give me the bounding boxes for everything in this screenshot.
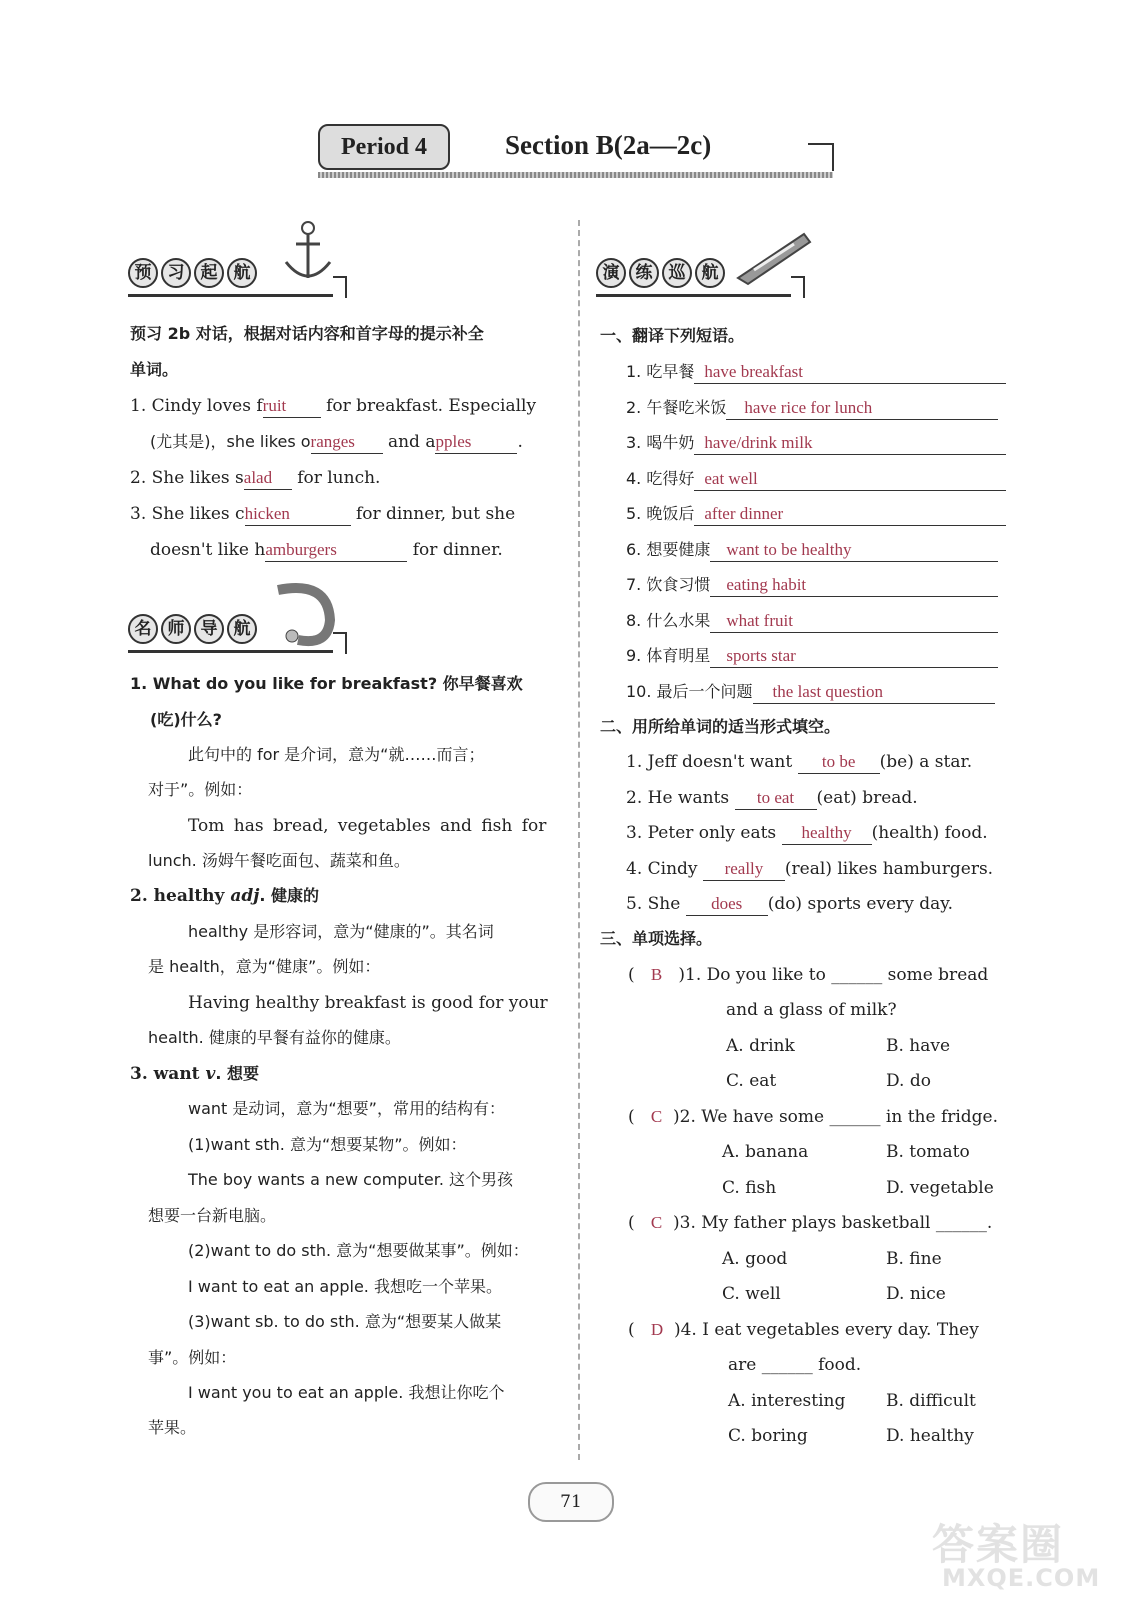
- mc-question: ( D )4. I eat vegetables every day. They: [628, 1320, 979, 1340]
- page-number: 71: [528, 1482, 614, 1522]
- answer-blank: ruit: [263, 396, 321, 418]
- answer-blank: have rice for lunch: [726, 398, 998, 420]
- note-example: 苹果。: [148, 1418, 197, 1437]
- mc-answer: B: [650, 965, 663, 984]
- note-example: I want you to eat an apple. 我想让你吃个: [188, 1383, 505, 1402]
- fill-item: 5. She does (do) sports every day.: [626, 894, 954, 914]
- watermark-logo: 答案圈: [932, 1520, 1065, 1569]
- mc-option: D. vegetable: [886, 1178, 994, 1198]
- q-text: 1. Cindy loves f: [130, 396, 263, 416]
- mc-answer: D: [650, 1320, 664, 1339]
- mc-option: C. boring: [728, 1426, 808, 1446]
- answer-blank: really: [703, 859, 785, 881]
- banner-underline: [596, 294, 791, 297]
- mc-answer: C: [650, 1213, 663, 1232]
- note-example: Having healthy breakfast is good for your: [188, 993, 548, 1013]
- note-text: 事”。例如：: [148, 1348, 237, 1367]
- phrase-item: 6. 想要健康 want to be healthy: [626, 538, 998, 562]
- answer-blank: want to be healthy: [710, 540, 998, 562]
- banner-char: 预: [128, 258, 158, 288]
- phrase-item: 10. 最后一个问题 the last question: [626, 680, 995, 704]
- mc-option: C. fish: [722, 1178, 777, 1198]
- preview-q3-cont: [150, 538, 503, 562]
- note-text: 是 health，意为“健康”。例如：: [148, 957, 381, 976]
- mc-option: A. good: [722, 1249, 788, 1269]
- q-text: 2. She likes s: [130, 468, 244, 488]
- phrase-item: 8. 什么水果 what fruit: [626, 609, 998, 633]
- phrase-item: 7. 饮食习惯 eating habit: [626, 573, 998, 597]
- q-text: doesn't like h: [150, 540, 266, 560]
- part1-title: 一、翻译下列短语。: [600, 326, 745, 345]
- phrase-item: 2. 午餐吃米饭 have rice for lunch: [626, 396, 998, 420]
- answer-blank: have breakfast: [694, 362, 1006, 384]
- phrase-item: 4. 吃得好 eat well: [626, 467, 1006, 491]
- preview-instruction: 预习 2b 对话，根据对话内容和首字母的提示补全: [130, 324, 484, 343]
- q-text: for breakfast. Especially: [326, 396, 537, 416]
- mc-option: D. healthy: [886, 1426, 974, 1446]
- answer-blank: alad: [244, 468, 292, 490]
- answer-blank: amburgers: [265, 540, 407, 562]
- note-text: (3)want sb. to do sth. 意为“想要某人做某: [188, 1312, 502, 1331]
- mc-question: ( B )1. Do you like to ______ some bread: [628, 965, 989, 985]
- part3-title: 三、单项选择。: [600, 929, 713, 948]
- answer-blank: to eat: [735, 788, 817, 810]
- mc-option: C. eat: [726, 1071, 777, 1091]
- banner-char: 巡: [662, 258, 692, 288]
- answer-blank: after dinner: [694, 504, 1006, 526]
- note-text: 此句中的 for 是介词，意为“就……而言；: [188, 745, 485, 764]
- banner-underline: [128, 650, 333, 653]
- q-text: for dinner.: [412, 540, 503, 560]
- answer-blank: eat well: [694, 469, 1006, 491]
- note-2-title: 2. healthy adj. 健康的: [130, 886, 320, 906]
- mc-option: D. nice: [886, 1284, 946, 1304]
- period-badge: Period 4: [318, 124, 450, 170]
- phrase-item: 1. 吃早餐 have breakfast: [626, 360, 1006, 384]
- note-text: want 是动词，意为“想要”，常用的结构有：: [188, 1099, 505, 1118]
- note-1-title: 1. What do you like for breakfast? 你早餐喜欢: [130, 674, 523, 693]
- note-example: The boy wants a new computer. 这个男孩: [188, 1170, 513, 1189]
- note-1-title: (吃)什么?: [150, 710, 222, 729]
- note-text: (2)want to do sth. 意为“想要做某事”。例如：: [188, 1241, 529, 1260]
- mc-question: ( C )3. My father plays basketball ______.: [628, 1213, 993, 1233]
- answer-blank: hicken: [245, 504, 351, 526]
- header-rule: [318, 172, 833, 178]
- mc-option: B. fine: [886, 1249, 942, 1269]
- answer-blank: sports star: [710, 646, 998, 668]
- note-text: (1)want sth. 意为“想要某物”。例如：: [188, 1135, 467, 1154]
- note-example: Tom has bread, vegetables and fish for: [188, 816, 547, 836]
- part2-title: 二、用所给单词的适当形式填空。: [600, 717, 841, 736]
- banner-char: 师: [161, 614, 191, 644]
- banner-guide: [128, 614, 358, 664]
- phrase-item: 5. 晚饭后 after dinner: [626, 502, 1006, 526]
- banner-practice: [596, 258, 826, 308]
- banner-char: 练: [629, 258, 659, 288]
- answer-blank: have/drink milk: [694, 433, 1006, 455]
- phrase-item: 9. 体育明星 sports star: [626, 644, 998, 668]
- mc-option: D. do: [886, 1071, 931, 1091]
- swirl-icon: [268, 580, 338, 650]
- banner-char: 航: [227, 258, 257, 288]
- fill-item: 1. Jeff doesn't want to be (be) a star.: [626, 752, 973, 772]
- q-text: for lunch.: [297, 468, 381, 488]
- section-title: Section B(2a—2c): [505, 130, 712, 160]
- q-text: (尤其是)，she likes o: [150, 432, 311, 451]
- fill-item: 4. Cindy really (real) likes hamburgers.: [626, 859, 994, 879]
- mc-option: B. have: [886, 1036, 951, 1056]
- banner-char: 导: [194, 614, 224, 644]
- answer-blank: what fruit: [710, 611, 998, 633]
- mc-option: C. well: [722, 1284, 781, 1304]
- banner-char: 航: [695, 258, 725, 288]
- note-text: healthy 是形容词，意为“健康的”。其名词: [188, 922, 494, 941]
- q-text: 3. She likes c: [130, 504, 245, 524]
- preview-q3: [130, 502, 515, 526]
- note-text: 对于”。例如：: [148, 780, 253, 799]
- preview-q1: [130, 394, 536, 418]
- answer-blank: pples: [435, 432, 517, 454]
- preview-q1-cont: [150, 430, 523, 454]
- fill-item: 2. He wants to eat (eat) bread.: [626, 788, 918, 808]
- note-example: health. 健康的早餐有益你的健康。: [148, 1028, 401, 1047]
- mc-question: ( C )2. We have some ______ in the fridge.: [628, 1107, 999, 1127]
- q-text: for dinner, but she: [355, 504, 516, 524]
- banner-char: 演: [596, 258, 626, 288]
- note-example: I want to eat an apple. 我想吃一个苹果。: [188, 1277, 502, 1296]
- banner-tick: [333, 276, 347, 298]
- banner-char: 航: [227, 614, 257, 644]
- header-corner: [808, 143, 834, 171]
- mc-stem: and a glass of milk?: [726, 1000, 897, 1020]
- banner-underline: [128, 294, 333, 297]
- answer-blank: ranges: [311, 432, 383, 454]
- note-example: lunch. 汤姆午餐吃面包、蔬菜和鱼。: [148, 851, 410, 870]
- anchor-icon: [278, 218, 338, 288]
- column-divider: [578, 220, 580, 1460]
- mc-option: B. difficult: [886, 1391, 976, 1411]
- watermark-url: MXQE.COM: [942, 1564, 1101, 1592]
- phrase-item: 3. 喝牛奶 have/drink milk: [626, 431, 1006, 455]
- preview-instruction: 单词。: [130, 360, 179, 379]
- preview-q2: [130, 466, 380, 490]
- note-example: 想要一台新电脑。: [148, 1206, 277, 1225]
- banner-preview: [128, 258, 358, 308]
- banner-tick: [333, 632, 347, 654]
- answer-blank: does: [686, 894, 768, 916]
- mc-stem: are ______ food.: [728, 1355, 862, 1375]
- banner-char: 习: [161, 258, 191, 288]
- answer-blank: to be: [798, 752, 880, 774]
- banner-tick: [791, 276, 805, 298]
- q-text: .: [517, 432, 523, 452]
- mc-answer: C: [650, 1107, 663, 1126]
- mc-option: B. tomato: [886, 1142, 970, 1162]
- banner-char: 起: [194, 258, 224, 288]
- mc-option: A. drink: [726, 1036, 795, 1056]
- q-text: and a: [387, 432, 436, 452]
- note-3-title: 3. want v. 想要: [130, 1064, 259, 1084]
- answer-blank: healthy: [782, 823, 872, 845]
- fill-item: 3. Peter only eats healthy (health) food.: [626, 823, 988, 843]
- mc-option: A. interesting: [728, 1391, 846, 1411]
- answer-blank: eating habit: [710, 575, 998, 597]
- mc-option: A. banana: [722, 1142, 809, 1162]
- banner-char: 名: [128, 614, 158, 644]
- answer-blank: the last question: [753, 682, 995, 704]
